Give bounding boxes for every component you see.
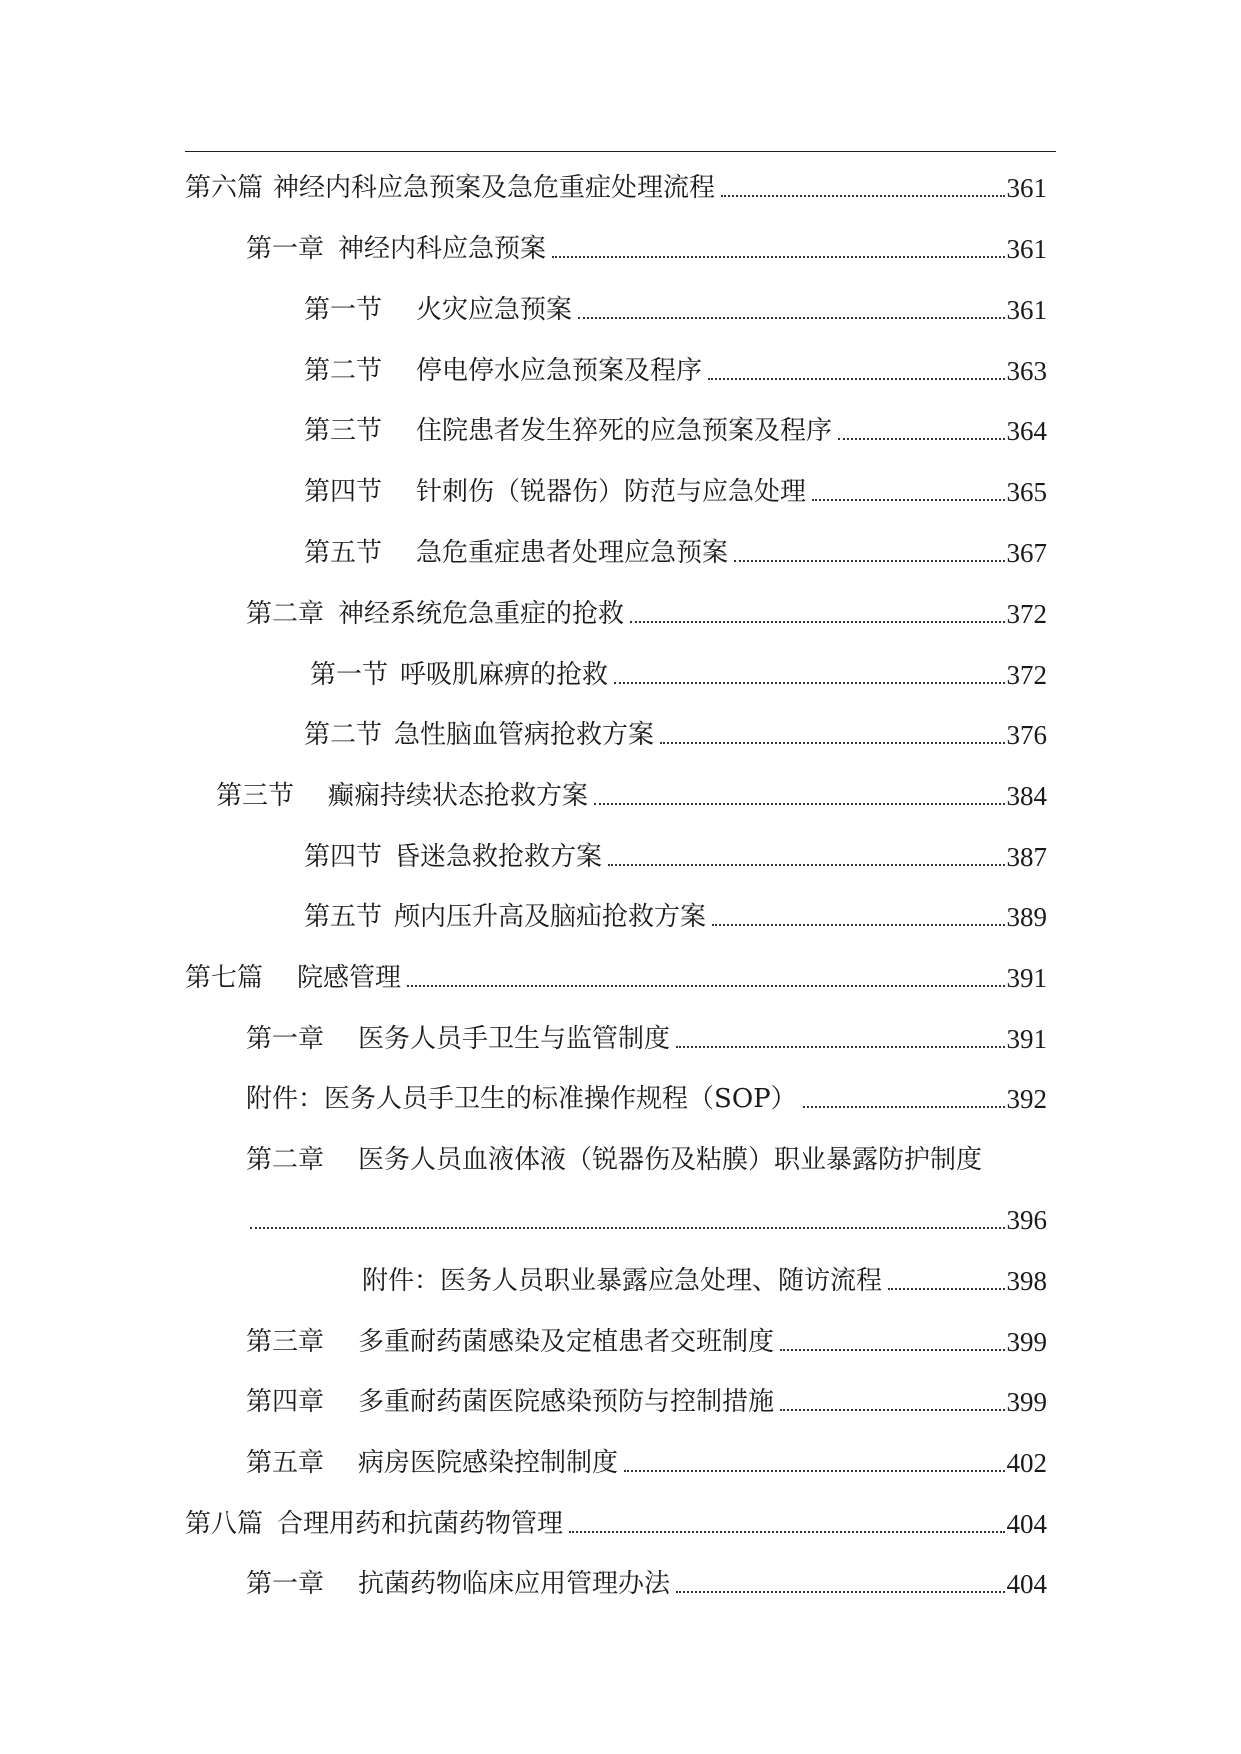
toc-entry-chapter[interactable] — [246, 1378, 1047, 1418]
toc-entry-section[interactable] — [304, 347, 1047, 387]
toc-page-number: 372 — [1006, 599, 1047, 629]
toc-page-number: 376 — [1006, 720, 1047, 750]
toc-page-number: 398 — [1006, 1266, 1047, 1296]
toc-entry-label: 第四节 针刺伤（锐器伤）防范与应急处理 — [304, 477, 807, 507]
toc-page-number: 402 — [1006, 1448, 1047, 1478]
toc-entry-label: 第一节 呼吸肌麻痹的抢救 — [310, 660, 609, 690]
toc-entry-label: 第三节 住院患者发生猝死的应急预案及程序 — [304, 416, 833, 446]
toc-entry-label: 第五章 病房医院感染控制制度 — [246, 1448, 619, 1478]
dot-leader — [569, 1531, 1004, 1533]
toc-entry-label: 第七篇 院感管理 — [185, 963, 402, 993]
toc-entry-label: 附件：医务人员手卫生的标准操作规程（SOP） — [246, 1084, 797, 1114]
toc-entry-section[interactable] — [310, 651, 1047, 691]
toc-entry-label: 第五节 急危重症患者处理应急预案 — [304, 538, 729, 568]
toc-entry-chapter[interactable] — [246, 1015, 1047, 1055]
toc-page-number: 363 — [1006, 356, 1047, 386]
toc-page-number: 367 — [1006, 538, 1047, 568]
toc-entry-part[interactable] — [185, 954, 1047, 994]
toc-entry-chapter[interactable] — [246, 1439, 1047, 1479]
toc-entry-section[interactable] — [304, 286, 1047, 326]
dot-leader — [660, 742, 1004, 744]
toc-entry-section[interactable] — [304, 529, 1047, 569]
dot-leader — [552, 256, 1004, 258]
toc-page-number: 387 — [1006, 842, 1047, 872]
toc-entry-chapter[interactable] — [246, 225, 1047, 265]
dot-leader — [624, 1470, 1004, 1472]
toc-page-number: 361 — [1006, 295, 1047, 325]
toc-page-number: 399 — [1006, 1387, 1047, 1417]
dot-leader — [812, 499, 1004, 501]
toc-page-number: 404 — [1006, 1509, 1047, 1539]
toc-page-number: 372 — [1006, 660, 1047, 690]
dot-leader — [888, 1288, 1004, 1290]
toc-page-number: 404 — [1006, 1569, 1047, 1599]
toc-page-number: 384 — [1006, 781, 1047, 811]
dot-leader — [630, 621, 1004, 623]
toc-entry-label: 第三节 癫痫持续状态抢救方案 — [216, 781, 589, 811]
toc-entry-label: 第二章 医务人员血液体液（锐器伤及粘膜）职业暴露防护制度 — [246, 1145, 983, 1175]
toc-entry-label: 第一章 医务人员手卫生与监管制度 — [246, 1024, 671, 1054]
dot-leader — [712, 924, 1004, 926]
dot-leader — [780, 1349, 1004, 1351]
toc-page-number: 365 — [1006, 477, 1047, 507]
toc-entry-appendix[interactable] — [362, 1257, 1047, 1297]
toc-entry-label: 第二节 停电停水应急预案及程序 — [304, 356, 703, 386]
toc-entry-chapter[interactable] — [246, 1136, 1066, 1176]
toc-entry-section[interactable] — [304, 893, 1047, 933]
toc-entry-chapter[interactable] — [246, 1318, 1047, 1358]
dot-leader — [803, 1106, 1005, 1108]
toc-entry-label: 第二节 急性脑血管病抢救方案 — [304, 720, 655, 750]
dot-leader — [708, 378, 1004, 380]
toc-page-number: 399 — [1006, 1327, 1047, 1357]
dot-leader — [407, 985, 1004, 987]
toc-entry-part[interactable] — [185, 1500, 1047, 1540]
toc-entry-label: 第二章 神经系统危急重症的抢救 — [246, 599, 625, 629]
dot-leader — [676, 1046, 1004, 1048]
dot-leader — [250, 1227, 1005, 1229]
toc-page-number: 392 — [1006, 1084, 1047, 1114]
toc-page-number: 396 — [1006, 1205, 1047, 1235]
toc-page-number: 364 — [1006, 416, 1047, 446]
dot-leader — [608, 864, 1004, 866]
toc-entry-section[interactable] — [304, 711, 1047, 751]
toc-page-number: 361 — [1006, 234, 1047, 264]
toc-entry-section[interactable] — [304, 833, 1047, 873]
dot-leader — [676, 1591, 1004, 1593]
toc-page-number: 389 — [1006, 902, 1047, 932]
toc-entry-continuation[interactable] — [250, 1196, 1047, 1236]
dot-leader — [734, 560, 1004, 562]
toc-entry-label: 第一章 抗菌药物临床应用管理办法 — [246, 1569, 671, 1599]
toc-entry-chapter[interactable] — [246, 1560, 1047, 1600]
toc-entry-chapter[interactable] — [246, 590, 1047, 630]
toc-page-number: 391 — [1006, 963, 1047, 993]
toc-entry-label: 第八篇 合理用药和抗菌药物管理 — [185, 1509, 564, 1539]
toc-entry-label: 第四节 昏迷急救抢救方案 — [304, 842, 603, 872]
dot-leader — [578, 317, 1004, 319]
dot-leader — [614, 682, 1004, 684]
toc-entry-label: 第一节 火灾应急预案 — [304, 295, 573, 325]
dot-leader — [594, 803, 1004, 805]
toc-entry-label: 第六篇 神经内科应急预案及急危重症处理流程 — [185, 173, 716, 203]
dot-leader — [780, 1409, 1004, 1411]
dot-leader — [838, 438, 1004, 440]
toc-entry-label: 第五节 颅内压升高及脑疝抢救方案 — [304, 902, 707, 932]
toc-entry-label: 第一章 神经内科应急预案 — [246, 234, 547, 264]
toc-entry-part[interactable] — [185, 164, 1047, 204]
toc-entry-section[interactable] — [216, 772, 1047, 812]
toc-entry-label: 第四章 多重耐药菌医院感染预防与控制措施 — [246, 1387, 775, 1417]
toc-entry-label: 附件：医务人员职业暴露应急处理、随访流程 — [362, 1266, 883, 1296]
toc-page-number: 361 — [1006, 173, 1047, 203]
toc-entry-section[interactable] — [304, 468, 1047, 508]
toc-entry-appendix[interactable] — [246, 1075, 1047, 1115]
dot-leader — [721, 195, 1004, 197]
header-rule — [185, 151, 1056, 152]
toc-page-number: 391 — [1006, 1024, 1047, 1054]
toc-entry-section[interactable] — [304, 407, 1047, 447]
toc-entry-label: 第三章 多重耐药菌感染及定植患者交班制度 — [246, 1327, 775, 1357]
